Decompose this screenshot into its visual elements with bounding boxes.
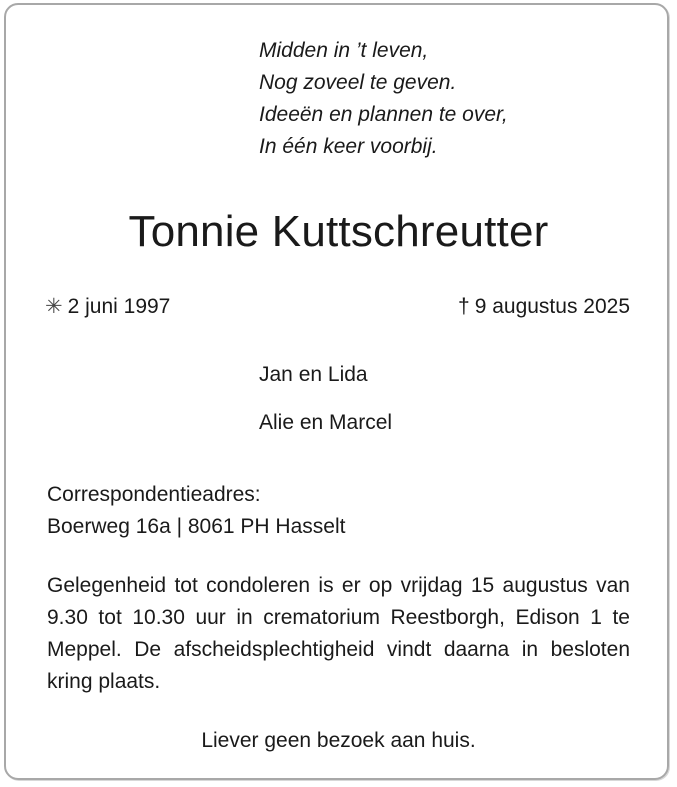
poem-line: Ideeën en plannen te over, <box>259 103 508 126</box>
birth-date <box>45 292 170 322</box>
death-date-text: 9 augustus 2025 <box>474 295 630 318</box>
family-member: Jan en Lida <box>259 363 368 386</box>
poem-line: Midden in ’t leven, <box>259 39 429 62</box>
poem-line: Nog zoveel te geven. <box>259 71 457 94</box>
deceased-name: Tonnie Kuttschreutter <box>128 207 549 256</box>
birth-date-text: 2 juni 1997 <box>67 295 171 318</box>
correspondence-address <box>47 479 345 543</box>
condolence-info: Gelegenheid tot condoleren is er op vrijdag 15 augustus van 9.30 tot 10.30 uur in crematorium Reestborgh, Edison 1 te Meppel. De afscheidsplechtigheid vindt daarna in besloten kring plaats. <box>47 574 630 693</box>
address-label: Correspondentieadres: <box>47 483 261 506</box>
poem <box>259 35 508 163</box>
death-date <box>458 292 630 322</box>
death-cross-icon: † <box>458 295 470 318</box>
closing-note: Liever geen bezoek aan huis. <box>201 729 476 752</box>
poem-line: In één keer voorbij. <box>259 135 438 158</box>
family-member: Alie en Marcel <box>259 411 393 434</box>
address-text: Boerweg 16a | 8061 PH Hasselt <box>47 515 346 538</box>
birth-star-icon: ✳ <box>45 295 63 318</box>
